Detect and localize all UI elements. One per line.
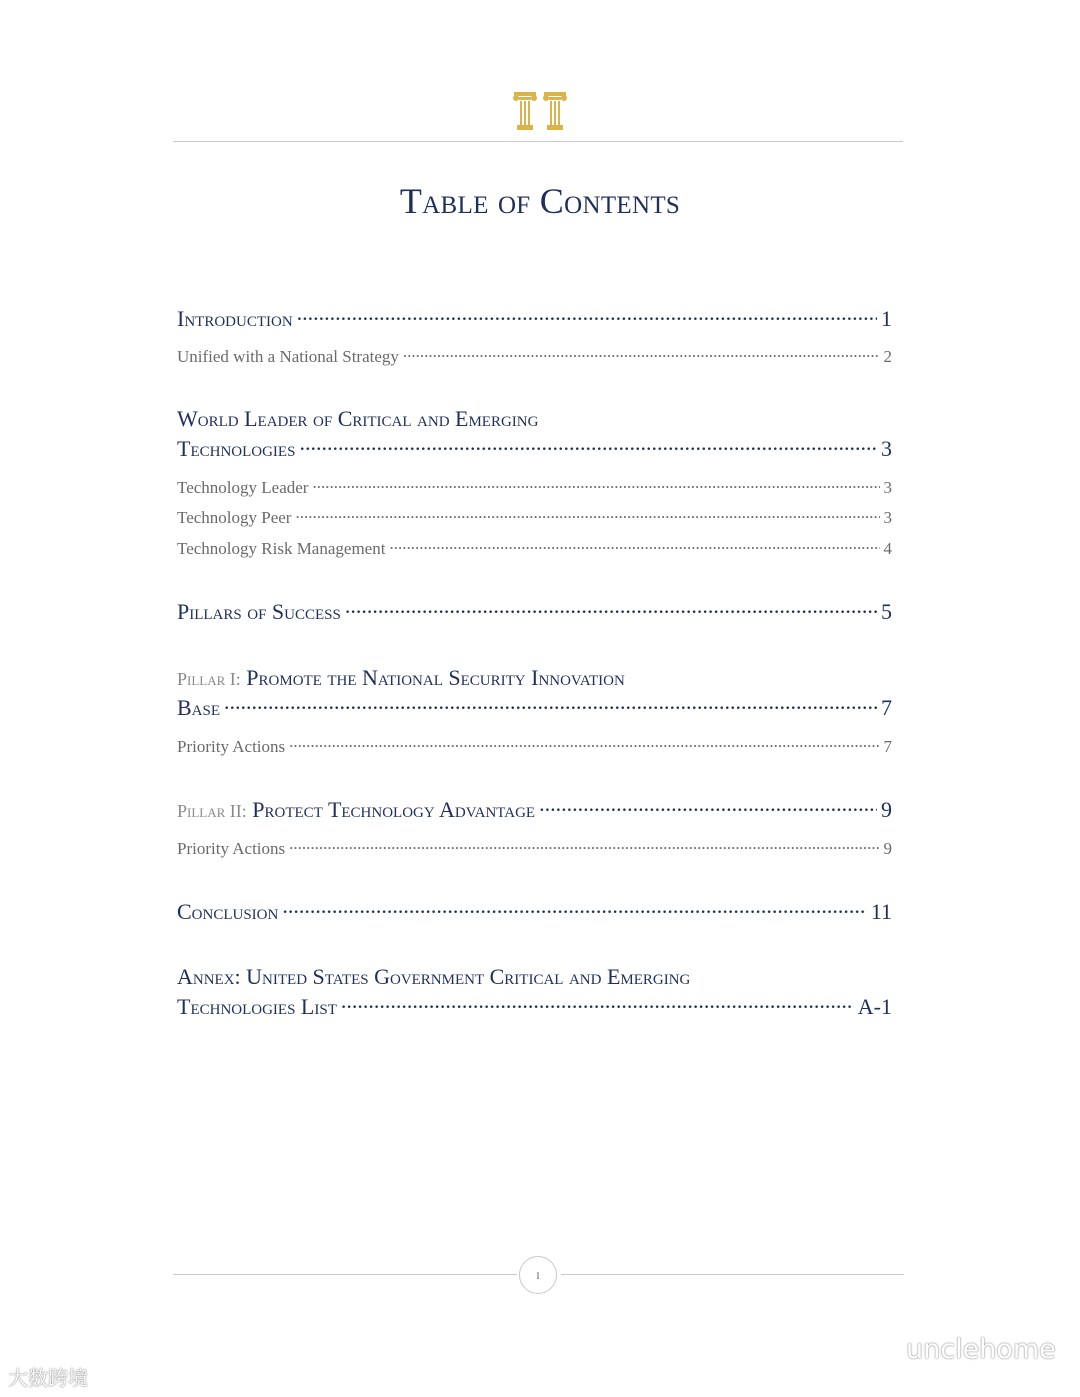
dot-leader [345,597,877,619]
dot-leader [312,476,879,493]
toc-entry-pillars-of-success[interactable] [177,597,892,625]
toc-entry-page: 7 [883,737,892,756]
toc-subentry[interactable] [177,837,892,859]
page-number: i [536,1267,540,1282]
toc-entry-title: Priority Actions [177,839,286,858]
top-divider [173,141,903,142]
dot-leader [295,506,879,523]
toc-entry-conclusion[interactable] [177,897,892,925]
toc-subentry[interactable] [177,537,892,559]
toc-entry-page: 5 [881,599,892,624]
dot-leader [299,434,877,456]
toc-entry-world-leader[interactable] [177,406,892,462]
toc-entry-page: 7 [881,695,892,720]
toc-subentry[interactable] [177,506,892,528]
toc-entry-title: Technologies List [177,994,337,1019]
watermark-left-text: 大数跨境 [8,1366,88,1390]
toc-entry-title: Pillars of Success [177,599,341,624]
toc-entry-page: 3 [883,478,892,497]
wechat-icon [866,1335,900,1365]
toc-entry-title-line1: Annex: United States Government Critical and Emerging [177,964,691,989]
bottom-divider-right [561,1274,904,1275]
toc-entry-page: 2 [883,347,892,366]
toc-entry-pillar-ii[interactable] [177,795,892,823]
dot-leader [297,304,877,326]
toc-entry-annex[interactable] [177,964,892,1020]
page-title: Table of Contents [399,181,681,221]
toc-entry-page: 9 [881,797,892,822]
dot-leader [289,837,879,854]
pillars-logo-icon [513,92,567,130]
bottom-divider-left [173,1274,517,1275]
dot-leader [389,537,879,554]
toc-entry-title: Technologies [177,436,296,461]
toc-entry-page: 9 [883,839,892,858]
toc-entry-page: A-1 [857,994,892,1019]
toc-entry-title: Priority Actions [177,737,286,756]
toc-entry-title: Technology Leader [177,478,309,497]
watermark-right-text: unclehome [906,1334,1056,1365]
toc-entry-page: 1 [881,306,892,331]
toc-entry-title: Conclusion [177,899,279,924]
toc-entry-title: Technology Peer [177,508,292,527]
page-number-badge [519,1256,557,1294]
toc-entry-title: Technology Risk Management [177,539,386,558]
toc-entry-page: 4 [883,539,892,558]
dot-leader [289,735,879,752]
toc-subentry[interactable] [177,735,892,757]
pillar-prefix: Pillar I: [177,669,241,689]
toc-entry-page: 3 [883,508,892,527]
dot-leader [539,795,877,817]
toc-entry-pillar-i[interactable] [177,665,892,721]
toc-entry-page: 3 [881,436,892,461]
toc-entry-title: Unified with a National Strategy [177,347,399,366]
toc-entry-title-line1: Promote the National Security Innovation [246,665,625,690]
toc-entry-title-line1: World Leader of Critical and Emerging [177,406,539,431]
toc-subentry[interactable] [177,345,892,367]
watermark-right [866,1334,1056,1365]
toc-entry-title: Protect Technology Advantage [252,797,536,822]
toc-subentry[interactable] [177,476,892,498]
toc-entry-title: Introduction [177,306,293,331]
pillar-prefix: Pillar II: [177,801,247,821]
dot-leader [341,992,854,1014]
toc-entry-page: 11 [870,899,892,924]
toc-entry-introduction[interactable] [177,304,892,332]
dot-leader [224,693,877,715]
dot-leader [403,345,880,362]
watermark-left [8,1362,88,1391]
toc-entry-title: Base [177,695,221,720]
dot-leader [282,897,866,919]
